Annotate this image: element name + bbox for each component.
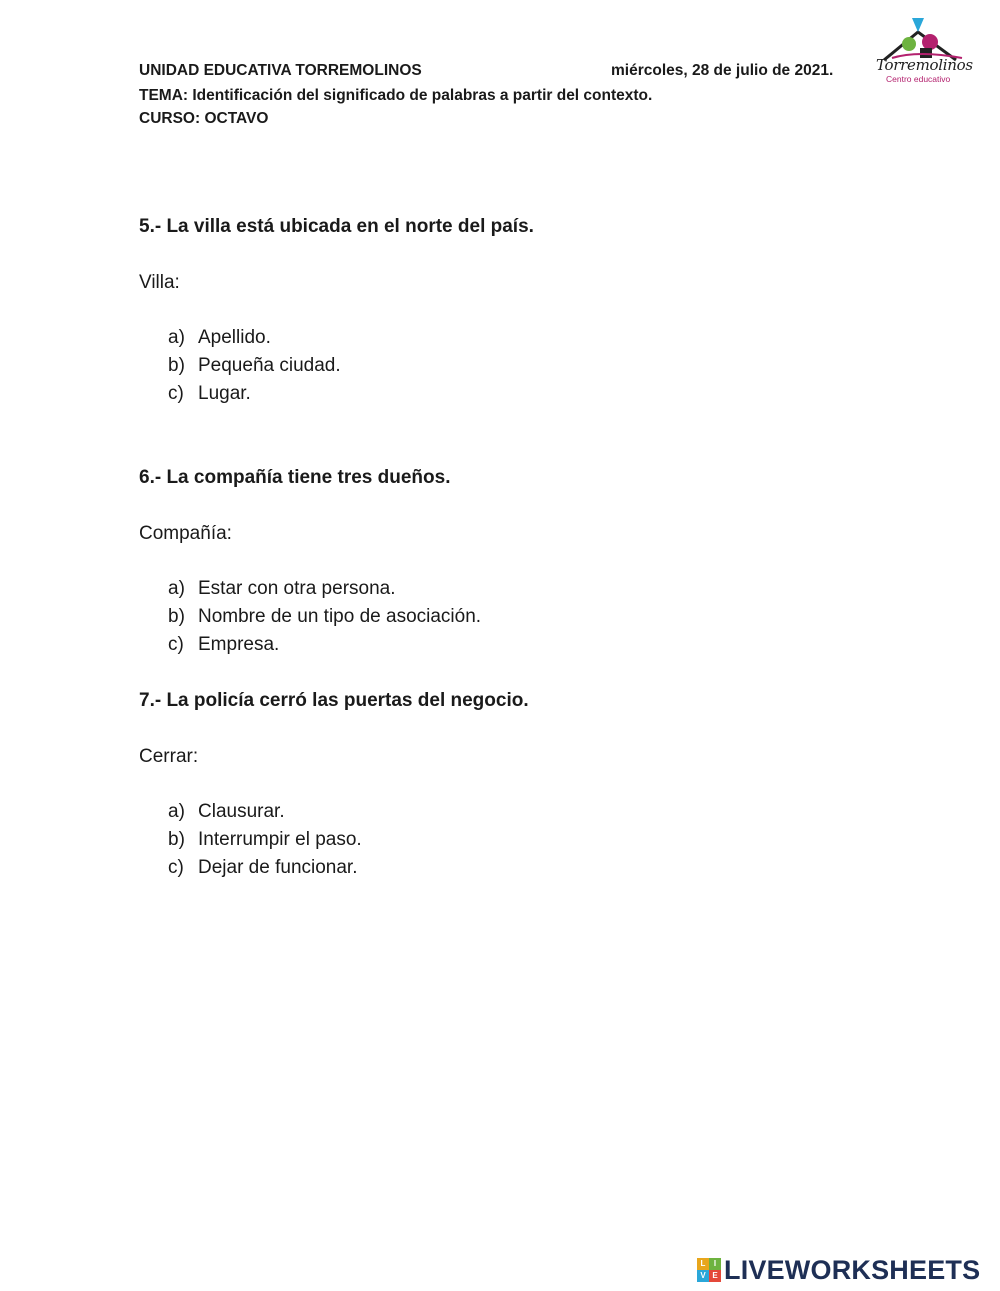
- option-5a[interactable]: a) Apellido.: [168, 327, 271, 348]
- question-6: 6.- La compañía tiene tres dueños.: [139, 467, 451, 488]
- option-5b[interactable]: b) Pequeña ciudad.: [168, 355, 341, 376]
- option-6c[interactable]: c) Empresa.: [168, 634, 280, 655]
- option-5c[interactable]: c) Lugar.: [168, 383, 251, 404]
- option-7b[interactable]: b) Interrumpir el paso.: [168, 829, 362, 850]
- school-name: UNIDAD EDUCATIVA TORREMOLINOS: [139, 62, 422, 79]
- liveworksheets-brand: [697, 1254, 980, 1286]
- badge-letter: E: [709, 1270, 721, 1282]
- question-7-term: Cerrar:: [139, 746, 199, 767]
- option-6a[interactable]: a) Estar con otra persona.: [168, 578, 396, 599]
- option-7c[interactable]: c) Dejar de funcionar.: [168, 857, 358, 878]
- badge-letter: I: [709, 1258, 721, 1270]
- document-date: miércoles, 28 de julio de 2021.: [611, 62, 834, 79]
- question-7: 7.- La policía cerró las puertas del negocio.: [139, 690, 529, 711]
- badge-letter: L: [697, 1258, 709, 1270]
- option-6b[interactable]: b) Nombre de un tipo de asociación.: [168, 606, 482, 627]
- question-6-term: Compañía:: [139, 523, 232, 544]
- course-line: CURSO: OCTAVO: [139, 110, 269, 127]
- liveworksheets-text: LIVEWORKSHEETS: [724, 1254, 981, 1285]
- option-7a[interactable]: a) Clausurar.: [168, 801, 285, 822]
- topic-line: TEMA: Identificación del significado de palabras a partir del contexto.: [139, 87, 653, 104]
- question-5: 5.- La villa está ubicada en el norte del país.: [139, 216, 534, 237]
- question-5-term: Villa:: [139, 272, 180, 293]
- liveworksheets-badge-icon: [697, 1258, 721, 1282]
- school-logo: [872, 14, 976, 88]
- logo-name: Torremolinos: [876, 56, 973, 74]
- badge-letter: V: [697, 1270, 709, 1282]
- logo-subtitle: Centro educativo: [886, 74, 951, 84]
